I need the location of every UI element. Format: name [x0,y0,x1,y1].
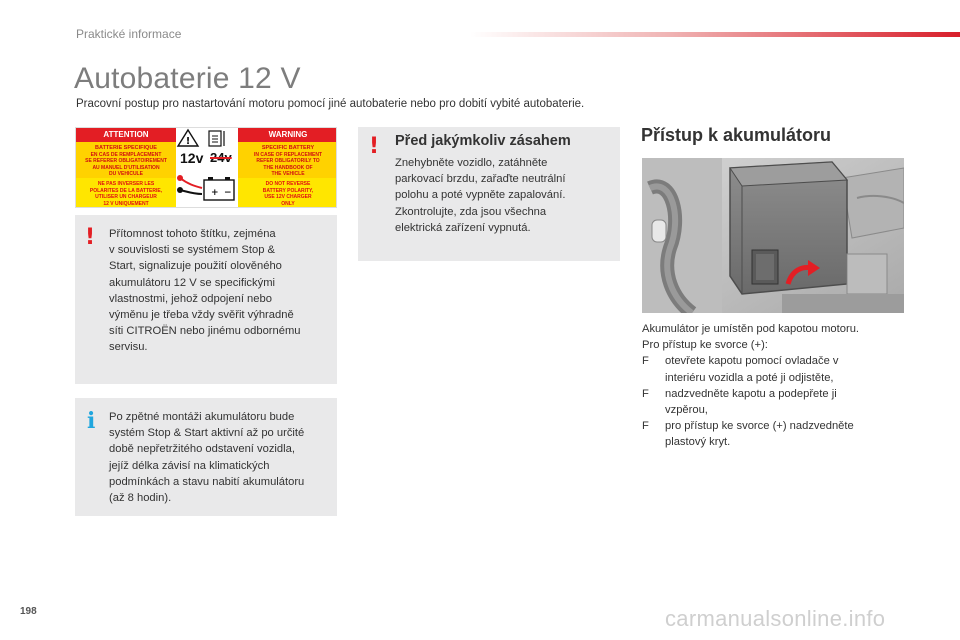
warning-exclamation-icon: ! [369,134,380,159]
text-line: Zkontrolujte, zda jsou všechna [395,205,547,218]
en-top-3: THE HANDBOOK OF [263,164,313,171]
info-icon: i [87,408,96,434]
text-line: výměnu je třeba vždy svěřit výhradně [109,309,294,322]
warning-before-intervention-text [395,155,615,236]
section-label: Praktické informace [76,27,182,41]
text-line: servisu. [109,341,148,354]
warning-exclamation-icon: ! [85,225,96,250]
warning-before-intervention-title: Před jakýmkoliv zásahem [395,133,571,149]
page-subtitle: Pracovní postup pro nastartování motoru pomocí jiné autobaterie nebo pro dobití vybité autobaterie. [76,98,585,110]
warning-box-battery-label [75,215,337,384]
info-stop-start-text [109,409,333,506]
fr-top-2: SE REFERER OBLIGATOIREMENT [85,158,167,164]
en-top-2: REFER OBLIGATORILY TO [256,158,320,164]
access-step [642,353,922,385]
fr-bottom-3: 12 V UNIQUEMENT [103,200,149,207]
page-title: Autobaterie 12 V [74,62,301,95]
access-step-text: pro přístup ke svorce (+) nadzvedněte plastový kryt. [665,420,854,449]
checkbox-bullet-icon: F [642,420,649,433]
battery-warning-label [75,127,337,208]
text-line: Přítomnost tohoto štítku, zejména [109,228,276,240]
access-step-text: otevřete kapotu pomocí ovladače v interiéru vozidla a poté ji odjistěte, [665,355,839,384]
text-line: vlastnostmi, jehož odpojení nebo [109,292,272,305]
en-top-0: SPECIFIC BATTERY [261,145,315,151]
text-line: akumulátoru 12 V se specifickými [109,276,276,289]
text-line: Start, signalizuje použití olověného [109,260,282,273]
svg-text:−: − [224,188,232,198]
en-top-4: THE VEHICLE [271,171,305,177]
text-line: polohu a poté vypněte zapalování. [395,189,566,202]
fr-top-1: EN CAS DE REMPLACEMENT [90,151,162,158]
svg-text:+: + [211,188,219,198]
page-number: 198 [20,606,37,617]
fr-top-0: BATTERIE SPECIFIQUE [95,145,157,151]
access-step [642,418,922,450]
text-line: podmínkách a stavu nabití akumulátoru [109,475,305,488]
text-line: parkovací brzdu, zařaďte neutrální [395,173,566,186]
text-line: Znehybněte vozidlo, zatáhněte [395,157,548,169]
fr-top-3: AU MANUEL D'UTILISATION [92,164,160,171]
text-line: (až 8 hodin). [109,492,172,505]
text-line: jejíž délka závisí na klimatických [109,459,270,472]
warning-battery-text [109,226,333,356]
label-24v-crossed: 24v [210,150,232,165]
label-warning-heading: WARNING [238,128,337,142]
svg-text:!: ! [185,136,191,147]
checkbox-bullet-icon: F [642,355,649,368]
access-intro-line: Pro přístup ke svorce (+): [642,339,768,352]
en-bottom-2: USE 12V CHARGER [264,194,312,200]
en-top-1: IN CASE OF REPLACEMENT [253,151,323,158]
label-12v: 12v [180,150,204,166]
en-bottom-1: BATTERY POLARITY, [262,187,314,194]
text-line: Po zpětné montáži akumulátoru bude [109,411,295,423]
en-bottom-0: DO NOT REVERSE [265,181,311,187]
text-line: síti CITROËN nebo jinému odbornému [109,325,301,338]
battery-location-illustration [642,158,904,313]
fr-bottom-0: NE PAS INVERSER LES [97,181,155,187]
checkbox-bullet-icon: F [642,387,649,400]
en-bottom-3: ONLY [281,200,295,207]
fr-bottom-1: POLARITES DE LA BATTERIE, [89,187,163,194]
fr-top-4: DU VEHICULE [109,171,143,177]
label-french-text [76,142,176,208]
battery-pictogram-icon [176,128,238,208]
access-step [642,386,922,418]
access-section-title: Přístup k akumulátoru [641,125,832,145]
text-line: elektrická zařízení vypnutá. [395,221,531,234]
engine-bay-photo [642,158,904,313]
fr-bottom-2: UTILISER UN CHARGEUR [95,194,157,200]
text-line: v souvislosti se systémem Stop & [109,244,276,257]
label-english-text [238,142,337,208]
access-instructions [642,321,922,451]
header-gradient-bar [470,32,960,37]
access-step-text: nadzvedněte kapotu a podepřete ji vzpěrou, [665,387,837,417]
info-box-stop-start [75,398,337,516]
text-line: systém Stop & Start aktivní až po určité [109,427,305,440]
watermark: carmanualsonline.info [665,606,886,631]
label-attention-heading: ATTENTION [76,128,176,142]
access-intro-line: Akumulátor je umístěn pod kapotou motoru. [642,323,860,335]
text-line: době nepřetržitého odstavení vozidla, [109,443,295,456]
